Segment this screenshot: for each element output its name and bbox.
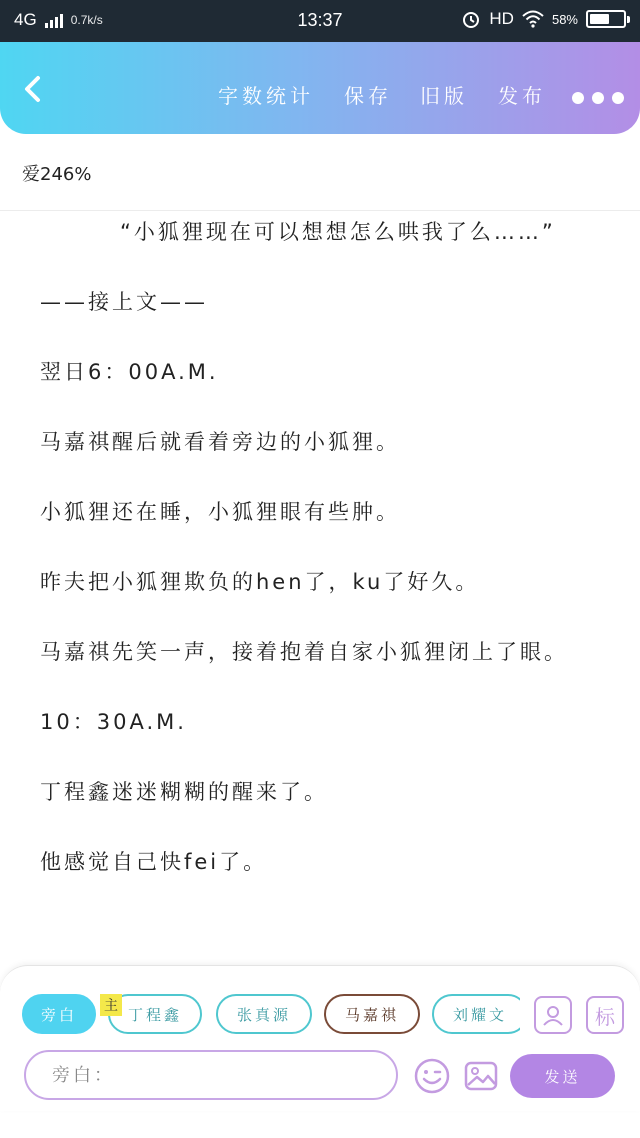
alarm-icon — [461, 9, 481, 29]
paragraph: 昨夫把小狐狸欺负的hen了，ku了好久。 — [40, 570, 480, 594]
main-badge: 主 — [100, 994, 122, 1016]
status-bar — [0, 0, 640, 42]
story-title[interactable]: 爱246% — [22, 164, 92, 185]
chip-narrator[interactable]: 旁白 — [22, 994, 96, 1034]
dialogue-input[interactable] — [24, 1050, 398, 1100]
compose-panel — [0, 965, 640, 1111]
paragraph: 丁程鑫迷迷糊糊的醒来了。 — [40, 780, 328, 804]
editor-header — [0, 42, 640, 134]
paragraph: 他感觉自己快fei了。 — [40, 850, 268, 874]
word-count-button[interactable]: 字数统计 — [218, 84, 314, 108]
network-speed: 0.7k/s — [70, 13, 103, 27]
paragraph: 马嘉祺醒后就看着旁边的小狐狸。 — [40, 430, 400, 454]
paragraph: 马嘉祺先笑一声，接着抱着自家小狐狸闭上了眼。 — [40, 640, 568, 664]
character-icon[interactable] — [534, 996, 572, 1034]
chip-ding-chengxin[interactable]: 丁程鑫 — [108, 994, 202, 1034]
story-content[interactable] — [40, 215, 600, 965]
battery-fill — [590, 14, 609, 24]
emoji-icon[interactable] — [414, 1058, 450, 1094]
old-version-button[interactable]: 旧版 — [420, 84, 468, 108]
more-icon[interactable] — [572, 92, 624, 104]
mark-icon[interactable]: 标 — [586, 996, 624, 1034]
publish-button[interactable]: 发布 — [498, 84, 546, 108]
paragraph: “小狐狸现在可以想想怎么哄我了么……” — [120, 220, 556, 244]
battery-icon — [586, 10, 626, 28]
title-row — [0, 134, 640, 211]
wifi-icon — [522, 10, 544, 28]
chip-liu-yaowen[interactable]: 刘耀文 — [432, 994, 520, 1034]
back-icon — [20, 74, 46, 104]
paragraph: 10：30A.M. — [40, 710, 187, 734]
back-button[interactable] — [20, 74, 46, 104]
paragraph: 小狐狸还在睡，小狐狸眼有些肿。 — [40, 500, 400, 524]
battery-percent: 58% — [551, 11, 578, 27]
chip-ma-jiaqi[interactable]: 马嘉祺 — [324, 994, 420, 1034]
network-type: 4G — [14, 10, 37, 29]
paragraph: ——接上文—— — [40, 290, 208, 314]
character-chips — [0, 994, 520, 1038]
send-button[interactable]: 发送 — [510, 1054, 615, 1098]
hd-indicator: HD — [489, 9, 514, 28]
chip-zhang-zhenyuan[interactable]: 张真源 — [216, 994, 312, 1034]
clock: 13:37 — [297, 10, 343, 30]
save-button[interactable]: 保存 — [344, 84, 392, 108]
paragraph: 翌日6：00A.M. — [40, 360, 219, 384]
image-icon[interactable] — [463, 1058, 499, 1094]
status-right — [461, 9, 626, 29]
